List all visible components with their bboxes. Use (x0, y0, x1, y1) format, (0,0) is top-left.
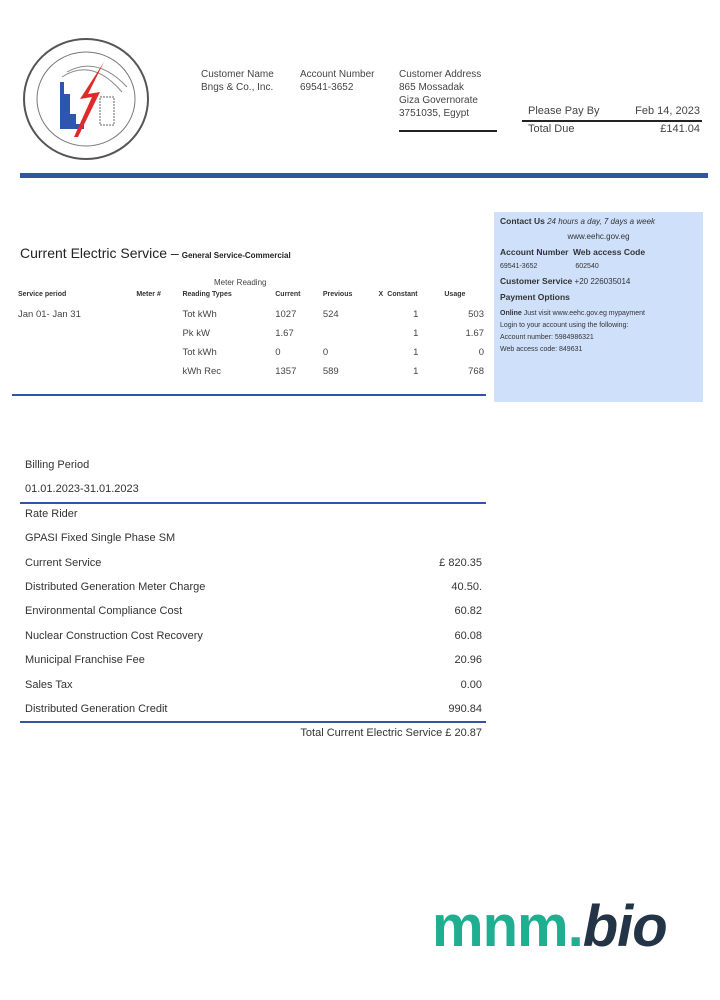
total-due: £141.04 (660, 123, 700, 135)
charge-label: Environmental Compliance Cost (25, 605, 183, 618)
meter-cell: 0 (478, 347, 484, 358)
meter-column-header: Service period (18, 291, 67, 298)
meter-cell (136, 343, 182, 362)
meter-cell: 1 (413, 309, 419, 320)
brand-watermark (432, 893, 667, 960)
meter-cell: 1 (413, 347, 419, 358)
meter-column-header: Previous (322, 291, 353, 298)
meter-cell: 524 (322, 309, 339, 320)
charge-line (20, 654, 486, 678)
contact-box (494, 212, 703, 402)
billing-section (20, 459, 486, 752)
charge-amount: 60.08 (454, 629, 482, 642)
meter-cell (136, 324, 182, 343)
address-line: 3751035, Egypt (399, 108, 470, 119)
table-row (18, 362, 484, 381)
meter-cell (378, 324, 387, 343)
meter-cell (18, 343, 136, 362)
login-web-code: Web access code: 849631 (500, 346, 583, 353)
meter-divider (12, 394, 486, 396)
contact-web-code: 602540 (575, 263, 599, 270)
meter-cell: 1.67 (275, 328, 294, 339)
meter-cell (18, 324, 136, 343)
meter-table (18, 291, 484, 381)
charge-line (20, 703, 486, 727)
meter-cell (136, 362, 182, 381)
meter-column-header: Meter # (136, 291, 161, 298)
meter-cell (378, 362, 387, 381)
charge-line (20, 581, 486, 605)
billing-period: 01.01.2023-31.01.2023 (25, 483, 139, 496)
brand-part2: bio (582, 894, 667, 959)
charge-line (20, 679, 486, 703)
online-text: Just visit www.eehc.gov.eg mypayment (523, 310, 645, 317)
charge-label: Distributed Generation Meter Charge (25, 580, 206, 593)
brand-part1: mnm. (432, 894, 583, 959)
meter-cell: kWh Rec (182, 366, 222, 377)
meter-reading-label: Meter Reading (214, 278, 267, 287)
meter-column-header: Current (275, 291, 301, 298)
contact-website[interactable]: www.eehc.gov.eg (567, 232, 630, 241)
customer-name-label: Customer Name (201, 69, 274, 80)
meter-cell: 589 (322, 366, 339, 377)
meter-cell (323, 324, 379, 343)
charge-line (20, 557, 486, 581)
charge-amount: £ 820.35 (439, 556, 482, 569)
account-number-block (300, 68, 374, 94)
meter-cell (378, 305, 387, 324)
service-title-text: Current Electric Service – (20, 245, 179, 261)
contact-account-number: 69541-3652 (500, 263, 538, 270)
table-row (18, 324, 484, 343)
address-block (399, 68, 497, 132)
meter-cell: 0 (322, 347, 329, 358)
customer-name: Bngs & Co., Inc. (201, 82, 274, 93)
contact-account-label: Account Number (500, 247, 569, 257)
charge-amount: 40.50. (451, 580, 482, 593)
rate-plan: GPASI Fixed Single Phase SM (25, 532, 176, 545)
meter-cell: 1 (413, 328, 419, 339)
meter-cell: 768 (468, 366, 484, 377)
charge-label: Municipal Franchise Fee (25, 654, 145, 667)
customer-service-phone: +20 226035014 (574, 277, 631, 286)
meter-column-header: Constant (387, 291, 418, 298)
table-row (18, 305, 484, 324)
contact-title: Contact Us (500, 216, 545, 226)
total-due-label: Total Due (528, 123, 575, 135)
meter-cell (136, 305, 182, 324)
customer-service-label: Customer Service (500, 276, 573, 286)
billing-period-label: Billing Period (25, 459, 90, 471)
login-account-number: Account number: 5984986321 (500, 334, 594, 341)
address-line: Giza Governorate (399, 95, 478, 106)
meter-column-header: X (378, 291, 384, 298)
meter-cell: Tot kWh (182, 347, 217, 358)
address-line: 865 Mossadak (399, 82, 465, 93)
charge-amount: 0.00 (460, 678, 482, 691)
pay-by-date: Feb 14, 2023 (635, 105, 700, 117)
meter-cell: 503 (468, 309, 484, 320)
meter-cell (378, 343, 387, 362)
charge-line (20, 605, 486, 629)
meter-cell: Tot kWh (182, 309, 217, 320)
charge-label: Sales Tax (25, 678, 73, 691)
rate-rider: Rate Rider (25, 507, 78, 520)
meter-cell: 0 (275, 347, 281, 358)
meter-cell: 1027 (275, 309, 297, 320)
service-subtitle: General Service-Commercial (181, 251, 291, 260)
contact-webcode-label: Web access Code (572, 247, 646, 257)
service-title (20, 245, 291, 261)
online-label: Online (500, 310, 522, 317)
meter-column-header: Usage (444, 291, 466, 298)
meter-cell: Pk kW (182, 328, 210, 339)
charge-line (20, 630, 486, 654)
pay-summary (522, 105, 702, 136)
meter-cell (18, 362, 136, 381)
charge-label: Nuclear Construction Cost Recovery (25, 629, 203, 642)
charge-amount: 20.96 (454, 654, 482, 667)
payment-options-label: Payment Options (500, 292, 570, 302)
meter-column-header: Reading Types (182, 291, 232, 298)
meter-cell: 1357 (275, 366, 297, 377)
contact-hours: 24 hours a day, 7 days a week (547, 217, 656, 226)
charge-amount: 990.84 (448, 702, 482, 715)
account-number: 69541-3652 (300, 82, 354, 93)
pay-by-label: Please Pay By (528, 105, 600, 117)
account-number-label: Account Number (300, 69, 375, 80)
customer-name-block (201, 68, 274, 94)
charge-label: Distributed Generation Credit (25, 702, 168, 715)
table-row (18, 343, 484, 362)
company-logo-seal (22, 37, 150, 161)
meter-cell: 1 (413, 366, 419, 377)
billing-total: Total Current Electric Service £ 20.87 (300, 727, 482, 740)
meter-cell: Jan 01- Jan 31 (18, 309, 81, 320)
meter-cell: 1.67 (465, 328, 484, 339)
header-divider (20, 173, 708, 178)
address-label: Customer Address (399, 69, 482, 80)
charge-label: Current Service (25, 556, 102, 569)
charge-amount: 60.82 (454, 605, 482, 618)
login-text: Login to your account using the following: (500, 322, 629, 329)
